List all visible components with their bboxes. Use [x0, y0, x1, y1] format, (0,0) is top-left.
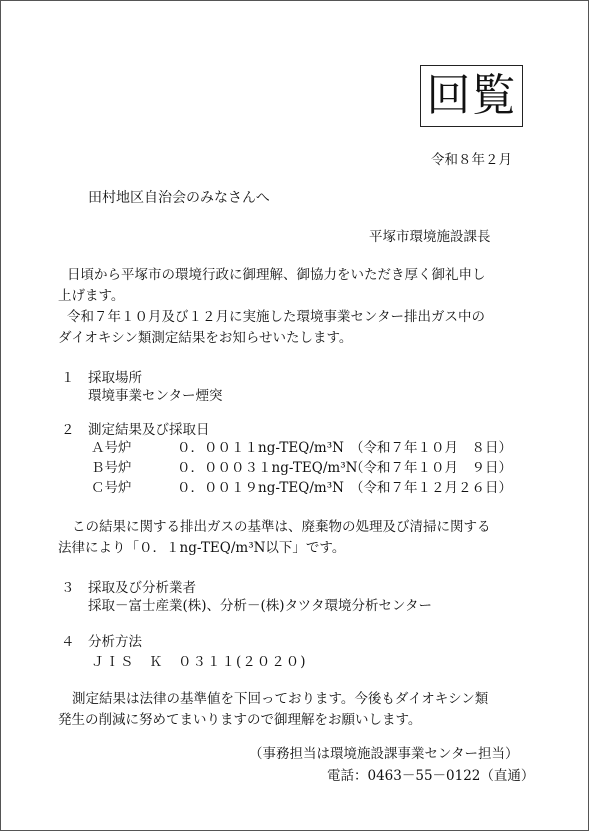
sampling-date: （令和７年１２月２６日）	[350, 480, 512, 496]
measured-value: ０．０００３１ng-TEQ/m³N	[177, 460, 358, 476]
intro-line-2: 上げます。	[58, 288, 125, 304]
section-4-title: 分析方法	[88, 634, 142, 650]
sampling-date: （令和７年１０月 ８日）	[350, 440, 512, 456]
section-1-number: １	[61, 370, 75, 386]
furnace-label: Ｂ号炉	[91, 460, 132, 476]
sender: 平塚市環境施設課長	[369, 229, 491, 245]
section-1-body: 環境事業センター煙突	[88, 388, 223, 404]
intro-line-1: 日頃から平塚市の環境行政に御理解、御協力をいただき厚く御礼申し	[67, 267, 486, 283]
furnace-label: Ａ号炉	[91, 440, 132, 456]
contact-phone: 電話：0463－55－0122（直通）	[327, 768, 535, 784]
section-3-number: ３	[61, 580, 75, 596]
measured-value: ０．００１１ng-TEQ/m³N	[177, 440, 344, 456]
section-4-body: ＪＩＳ Ｋ ０３１１(２０２０)	[91, 654, 307, 670]
furnace-label: Ｃ号炉	[91, 480, 132, 496]
sampling-date: （令和７年１０月 ９日）	[350, 460, 512, 476]
section-2-number: ２	[61, 422, 75, 438]
closing-line-2: 発生の削減に努めてまいりますので御理解をお願いします。	[58, 712, 422, 728]
contact-line-1: （事務担当は環境施設課事業センター担当）	[249, 746, 519, 762]
circular-stamp: 回覧	[420, 65, 523, 127]
section-2-title: 測定結果及び採取日	[88, 422, 210, 438]
section-3-body: 採取－富士産業(株)、分析－(株)タツタ環境分析センター	[88, 598, 432, 614]
measured-value: ０．００１９ng-TEQ/m³N	[177, 480, 344, 496]
document-date: 令和８年２月	[431, 152, 512, 168]
closing-line-1: 測定結果は法律の基準値を下回っております。今後もダイオキシン類	[72, 691, 489, 707]
section-1-title: 採取場所	[88, 370, 142, 386]
section-3-title: 採取及び分析業者	[88, 580, 196, 596]
intro-line-3: 令和７年１０月及び１２月に実施した環境事業センター排出ガス中の	[67, 309, 485, 325]
intro-line-4: ダイオキシン類測定結果をお知らせいたします。	[58, 330, 353, 346]
addressee: 田村地区自治会のみなさんへ	[88, 190, 270, 206]
standard-line-2: 法律により「０．１ng-TEQ/m³N以下」です。	[58, 540, 346, 556]
section-4-number: ４	[61, 634, 75, 650]
standard-line-1: この結果に関する排出ガスの基準は、廃棄物の処理及び清掃に関する	[72, 519, 491, 535]
